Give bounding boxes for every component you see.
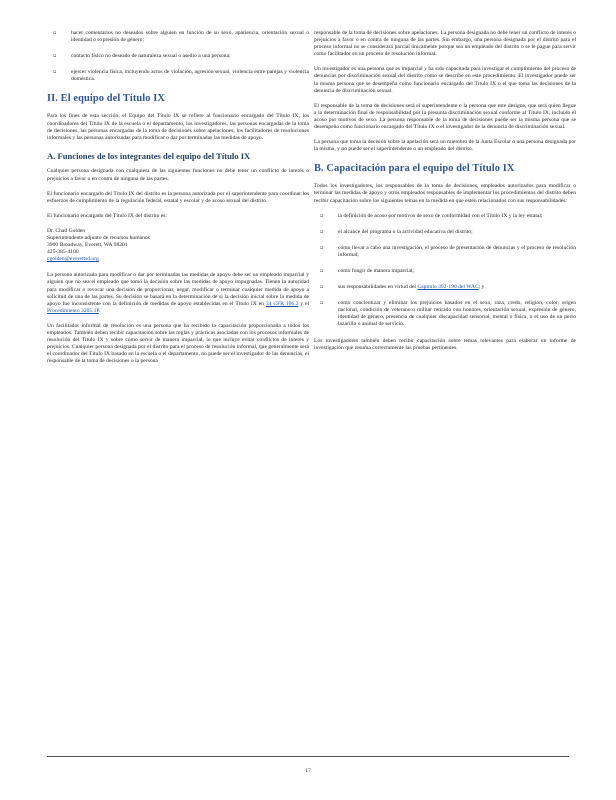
list-item: [47, 30, 309, 44]
bullet-text: la definición de acoso por motivos de sexo de conformidad con el Título IX y la ley estatal;: [338, 212, 543, 219]
list-item: [314, 300, 576, 328]
bullet-icon: ▫: [53, 69, 57, 76]
paragraph-text: La persona autorizada para modificar o dar por terminadas las medidas de apoyo debe ser un empleado imparcial y alguien que no sea el empleado que tomó la decisión sobre las medidas de apoyo impugnadas. Tienen la autoridad para modificar o revocar una decisión de proporcionar, negar, modificar o terminar cualquier medida de apoyo a solicitud de una de las partes. Su decisión se basará en la determinación de si la decisión inicial sobre la medida de apoyo fue inconsistente con la definición de medidas de apoyo establecidas en el Título IX en: [47, 272, 309, 307]
paragraph: El responsable de la toma de decisiones será el superintendente o la persona que este designe, que será quien llegue a la determinación final de responsabilidad por la presunta discriminación sexual conforme al Título IX, incluido el acoso por motivos de sexo. La persona responsable de la toma de decisiones puede ser la misma persona que se desempeña como funcionario encargado del Título IX o el investigador de la denuncia de discriminación sexual.: [314, 102, 576, 131]
procedure-link[interactable]: Procedimiento 3205.1P: [47, 307, 99, 314]
bullet-icon: ▫: [53, 30, 57, 36]
paragraph-text: y el: [300, 300, 309, 307]
contact-email-link[interactable]: cgolden@everettsd.org: [47, 256, 99, 263]
bullet-icon: ▫: [320, 284, 324, 291]
bullet-text: [332, 284, 576, 291]
wac-link[interactable]: Capítulo 392-190 del WAC: [417, 284, 479, 291]
list-item: [314, 229, 576, 236]
paragraph: Un facilitador informal de resolución es una persona que ha recibido la capacitación proporcionada a todos los empleados. También deben recibir capacitación sobre las reglas y prácticas asociadas con los procesos informales de resolución del Título IX y sobre cómo servir de manera imparcial, lo que incluye evitar conflictos de interés y prejuicios. Cualquier persona designada por el distrito para el proceso de resolución informal, que generalmente será el coordinador del Título IX basado en la escuela o el departamento, no puede ser el investigador de las denuncias, el responsable de la toma de decisiones o la persona: [47, 322, 309, 365]
bullet-icon: ▫: [320, 212, 324, 219]
left-column: [47, 30, 309, 374]
bullet-text-part: sus responsabilidades en virtud del: [338, 284, 416, 291]
bullet-text: contacto físico no deseado de naturaleza sexual o asedio a una persona;: [71, 53, 231, 60]
paragraph: responsable de la toma de decisiones sobre apelaciones. La persona designada no debe tener un conflicto de interés o prejuicios a favor o en contra de ninguna de las partes. Sin embargo, una persona designada por el distrito para el proceso informal no se considerará parcial únicamente porque sea un empleado del distrito o se le pague para servir como facilitador en un proceso de resolución informal.: [314, 30, 576, 58]
contact-block: [47, 228, 309, 263]
contact-name: Dr. Chad Golden: [47, 227, 86, 234]
list-item: [314, 268, 576, 275]
bullet-text: hacer comentarios no deseados sobre alguien en función de su sexo, apariencia, orientación sexual o identidad o expresión de género;: [71, 30, 309, 44]
intro-paragraph: Para los fines de esta sección, el Equipo del Título IX se refiere al funcionario encargado del Título IX, los coordinadores del Título IX de la escuela o el departamento, los investigadores, las personas encargadas de la toma de decisiones, las personas encargadas de la toma de decisiones sobre apelaciones, los facilitadores de resoluciones informales y las personas autorizadas para modificar o dar por terminadas las medidas de apoyo.: [47, 113, 309, 141]
list-item: [47, 69, 309, 83]
bullet-icon: ▫: [320, 228, 324, 235]
list-item: [314, 213, 576, 220]
right-column: [314, 30, 576, 360]
section-title: II. El equipo del Título IX: [47, 93, 165, 105]
contact-address: 3900 Broadway, Everett, WA 98201: [47, 242, 128, 249]
bullet-text: cómo llevar a cabo una investigación, el proceso de presentación de denuncias y el proceso de resolución informal;: [338, 244, 576, 258]
paragraph: El funcionario encargado del Título IX del distrito es la persona autorizada por el superintendente para coordinar los esfuerzos de cumplimiento de la regulación federal, estatal y escolar y de acoso sexual del distrito.: [47, 190, 309, 204]
paragraph: [47, 272, 309, 315]
contact-title: Superintendente adjunto de recursos humanos: [47, 235, 150, 241]
cfr-link[interactable]: 34 CFR 106.2: [265, 300, 299, 307]
section-title: B. Capacitación para el equipo del Título IX: [314, 163, 515, 175]
paragraph: Todos los investigadores, los responsables de la toma de decisiones, empleados autorizados para modificar o terminar las medidas de apoyo y otros empleados responsables de implementar los procedimientos del distrito deben recibir capacitación sobre los siguientes temas en la medida en que estén relacionados con sus responsabilidades:: [314, 183, 576, 204]
bullet-text: cómo fungir de manera imparcial;: [338, 267, 415, 274]
list-item: [314, 284, 576, 291]
bullet-icon: ▫: [320, 267, 324, 274]
contact-phone: 425-385-4100: [47, 249, 79, 256]
paragraph: Un investigador es una persona que es imparcial y ha sido capacitada para investigar el cumplimiento del proceso de denuncias por discriminación sexual del distrito como se describe en este procedimiento. El investigador puede ser la misma persona que se desempeña como funcionario encargado del Título IX o el que toma las decisiones de la denuncia de discriminación sexual.: [314, 66, 576, 94]
subsection-title: A. Funciones de los integrantes del equipo del Título IX: [47, 150, 251, 161]
paragraph: Cualquier persona designada con cualquiera de las siguientes funciones no debe tener un conflicto de interés o prejuicios a favor o en contra de ninguna de las partes.: [47, 168, 309, 182]
footer-divider: [47, 756, 569, 757]
bullet-text: cómo concientizar y eliminar los prejuicios basados en el sexo, raza, credo, religión, color, origen nacional, condición de veterano o militar retirado con honores, orientación sexual, expresión de género, identidad de género, presencia de cualquier discapacidad sensorial, mental o física, o el uso de un perro lazarillo o animal de servicio.: [338, 300, 576, 328]
bullet-icon: ▫: [320, 244, 324, 251]
bullet-text: el alcance del programa o la actividad educativa del distrito;: [338, 228, 473, 235]
paragraph-text: .: [98, 307, 101, 314]
page-number: 17: [305, 768, 311, 774]
bullet-text: ejercer violencia física, incluyendo actos de violación, agresión sexual, violencia entre parejas y violencia doméstica.: [71, 69, 309, 83]
bullet-icon: ▫: [53, 53, 57, 60]
bullet-icon: ▫: [320, 300, 324, 307]
list-item: [314, 245, 576, 259]
bullet-text-part: ; y: [478, 284, 485, 291]
paragraph: La persona que toma la decisión sobre la apelación será un miembro de la Junta Escolar o una persona designada por la misma, y no puede ser el superintendente o un empleado del distrito.: [314, 139, 576, 153]
paragraph: Los investigadores también deben recibir capacitación sobre temas relevantes para elaborar un informe de investigación que resuma correctamente las pruebas pertinentes.: [314, 337, 576, 351]
list-item: [47, 53, 309, 60]
paragraph: El funcionario encargado del Título IX del distrito es:: [47, 212, 168, 219]
